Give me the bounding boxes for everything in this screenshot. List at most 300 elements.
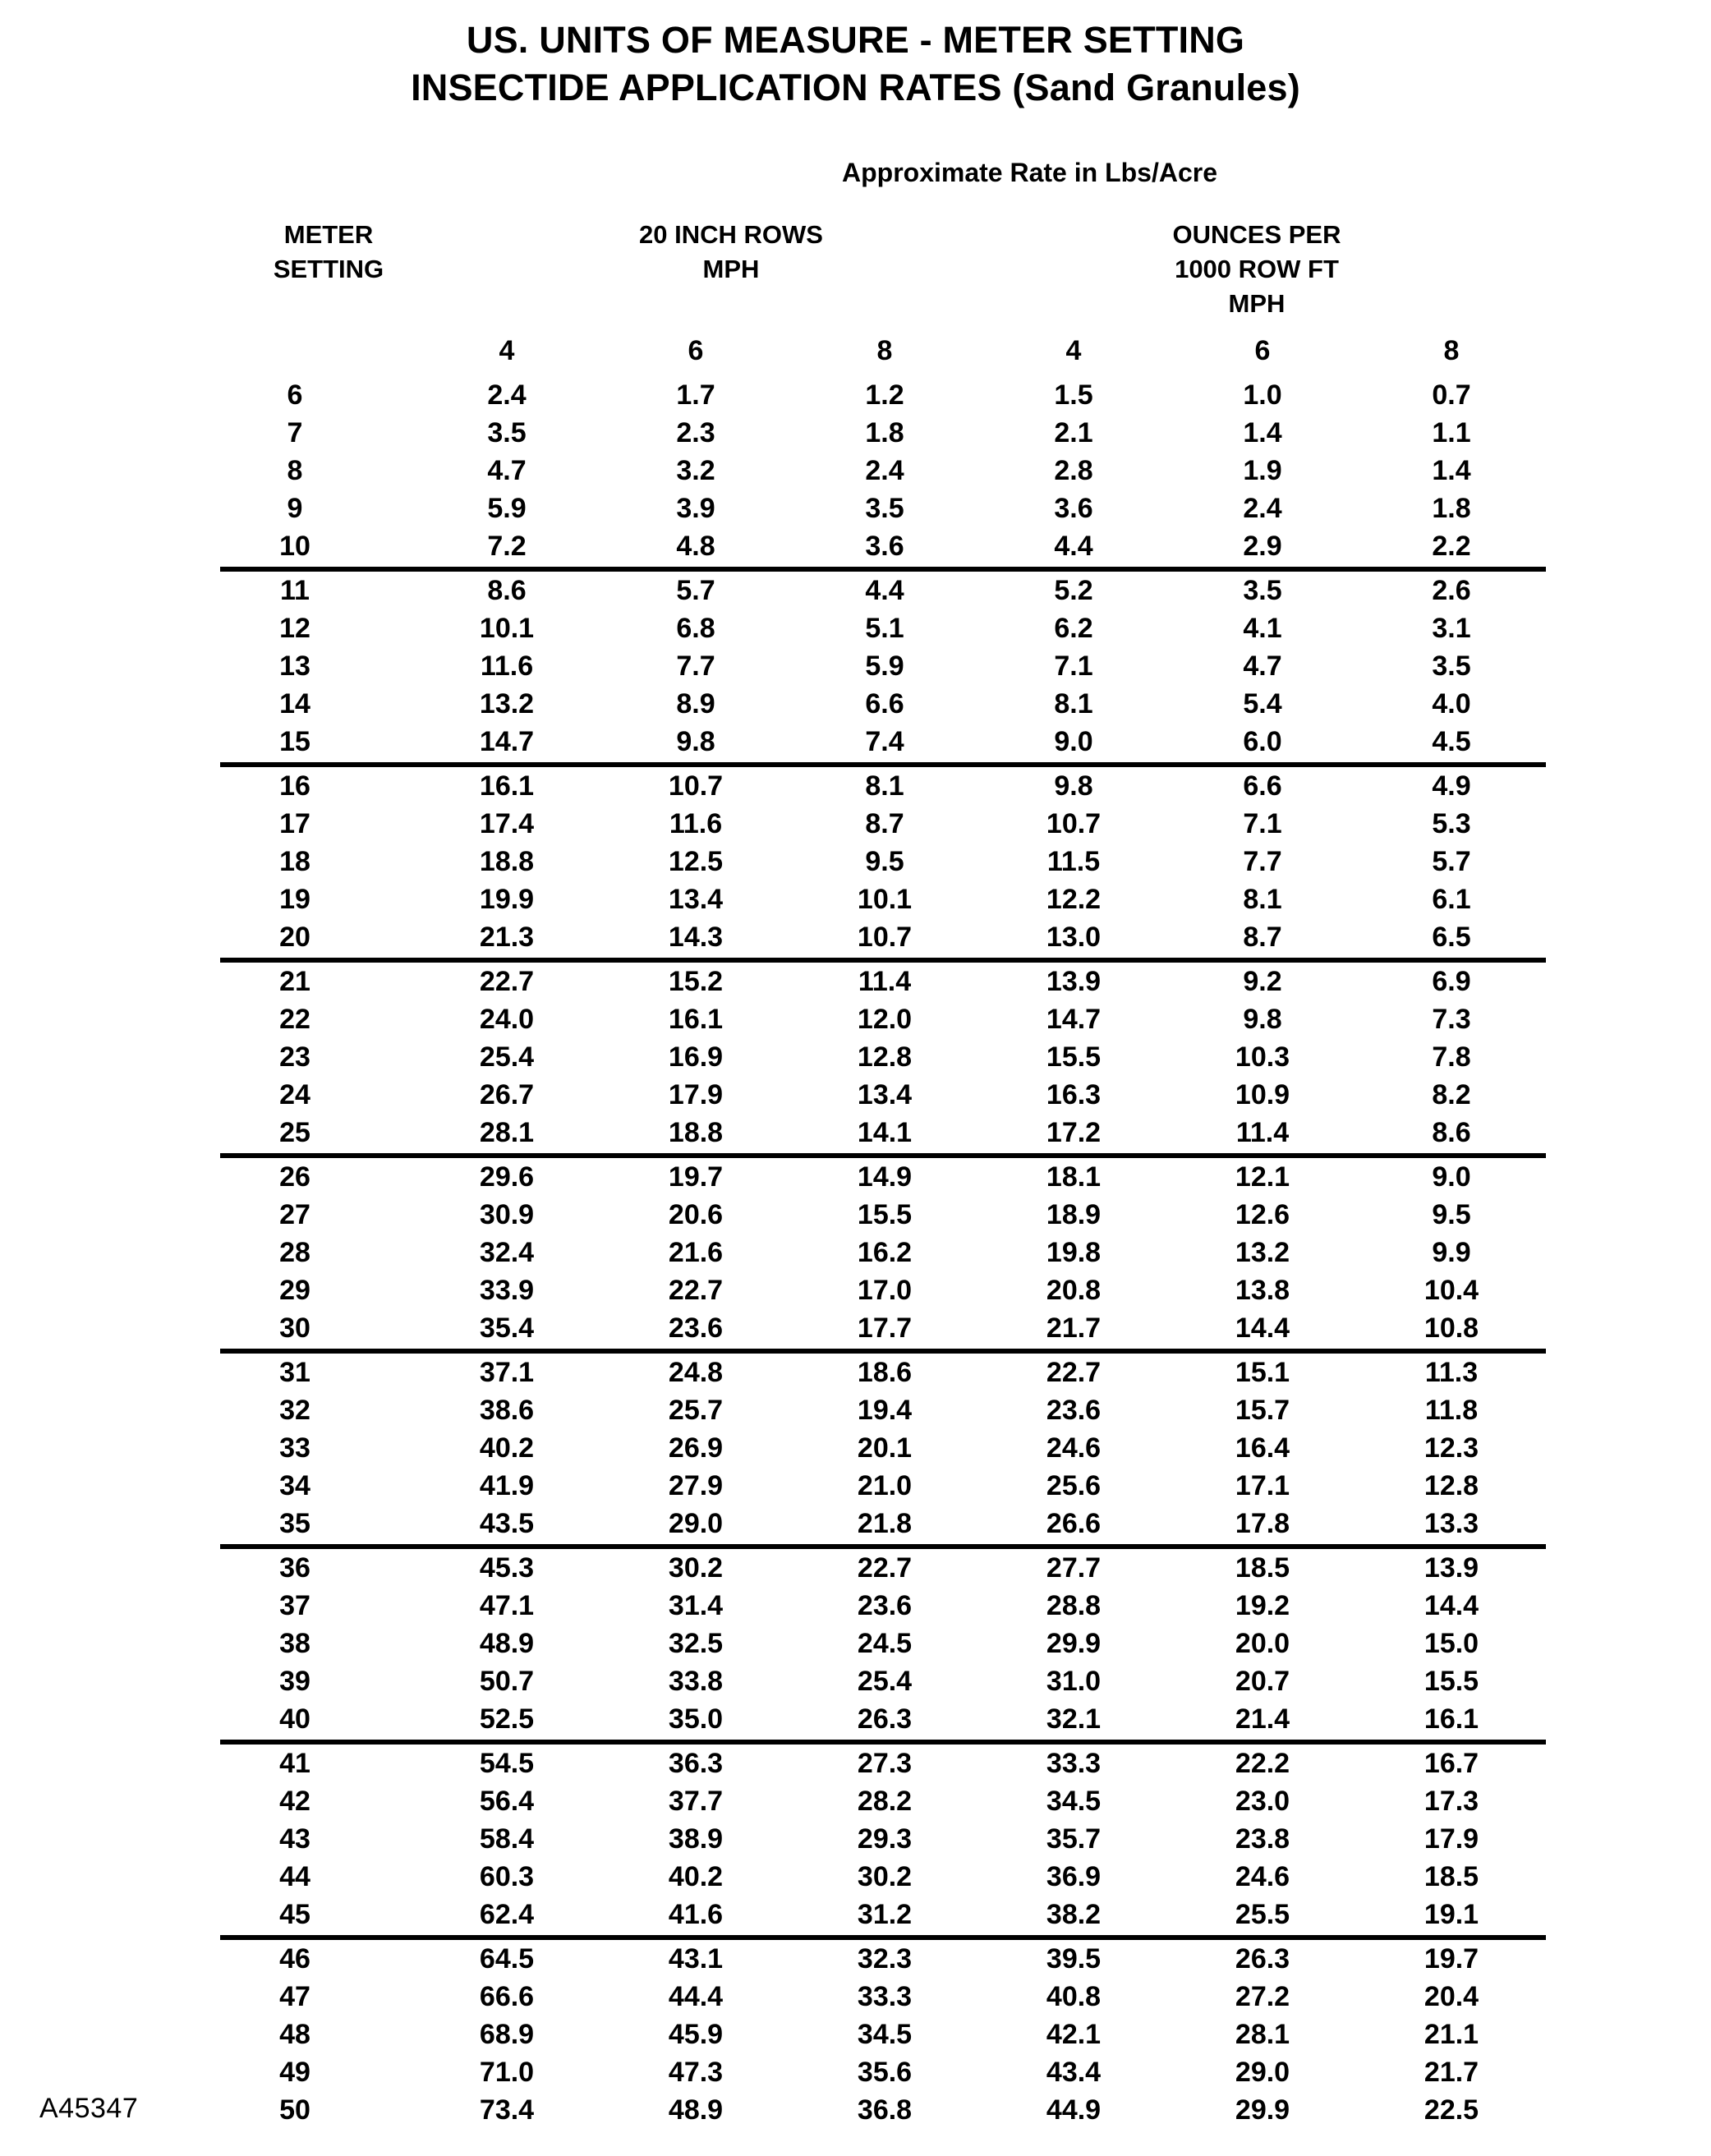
- rate-cell: 7.8: [1432, 1041, 1471, 1073]
- rate-cell: 17.9: [1424, 1823, 1479, 1855]
- rate-cell: 60.3: [479, 1861, 535, 1892]
- table-row: [220, 1938, 1546, 1978]
- rate-cell: 33.8: [668, 1666, 724, 1697]
- meter-setting-cell: 8: [287, 455, 303, 486]
- rate-cell: 40.8: [1046, 1981, 1102, 2012]
- rate-cell: 5.2: [1054, 575, 1093, 606]
- rate-cell: 28.1: [412, 1114, 601, 1156]
- rate-cell: 14.7: [412, 723, 601, 765]
- rate-cell: 48.9: [479, 1628, 535, 1659]
- rate-cell: 5.3: [1432, 808, 1471, 839]
- meter-setting-cell: 44: [279, 1861, 310, 1892]
- rate-cell: 3.6: [1054, 493, 1093, 524]
- rate-cell: 2.8: [1054, 455, 1093, 486]
- meter-setting-cell: 24: [279, 1079, 310, 1110]
- meter-setting-cell: 19: [279, 884, 310, 915]
- rate-cell: 20.7: [1235, 1666, 1290, 1697]
- meter-setting-cell: 34: [279, 1470, 310, 1501]
- rate-cell: 35.6: [857, 2057, 913, 2088]
- meter-setting-cell: 10: [220, 527, 412, 569]
- table-row: [220, 376, 1546, 414]
- rate-cell: 16.3: [1046, 1079, 1102, 1110]
- rate-cell: 38.9: [668, 1823, 724, 1855]
- rate-cell: 21.1: [1424, 2019, 1479, 2050]
- meter-setting-cell: 13: [279, 650, 310, 682]
- rate-cell: 32.1: [979, 1700, 1168, 1742]
- table-row: [220, 1662, 1546, 1700]
- rate-cell: 38.2: [979, 1896, 1168, 1938]
- rate-cell: 4.1: [1243, 613, 1282, 644]
- rate-cell: 22.5: [1424, 2094, 1479, 2126]
- rate-cell: 16.1: [1357, 1700, 1546, 1742]
- rate-cell: 29.3: [857, 1823, 913, 1855]
- rate-cell: 12.3: [1424, 1432, 1479, 1464]
- rate-cell: 20.0: [1235, 1628, 1290, 1659]
- rate-cell: 7.4: [790, 723, 979, 765]
- rate-cell: 26.3: [790, 1700, 979, 1742]
- rate-cell: 12.6: [1235, 1199, 1290, 1230]
- rate-cell: 9.0: [1432, 1161, 1471, 1193]
- rate-cell: 2.2: [1357, 527, 1546, 569]
- rate-cell: 19.7: [1424, 1943, 1479, 1974]
- rate-cell: 6.8: [676, 613, 715, 644]
- table-row: [220, 918, 1546, 960]
- rate-cell: 43.4: [1046, 2057, 1102, 2088]
- header-group-right-line-2: 1000 ROW FT: [1175, 255, 1339, 283]
- rate-cell: 18.1: [1046, 1161, 1102, 1193]
- rate-cell: 19.1: [1357, 1896, 1546, 1938]
- rate-cell: 16.1: [479, 770, 535, 802]
- meter-setting-cell: 22: [279, 1004, 310, 1035]
- meter-setting-cell: 21: [279, 966, 310, 997]
- rate-cell: 73.4: [479, 2094, 535, 2126]
- rate-cell: 18.6: [857, 1357, 913, 1388]
- rate-cell: 9.9: [1432, 1237, 1471, 1268]
- rate-cell: 10.1: [857, 884, 913, 915]
- rate-cell: 22.7: [1046, 1357, 1102, 1388]
- rate-cell: 29.0: [601, 1505, 790, 1547]
- rate-cell: 18.8: [601, 1114, 790, 1156]
- rate-cell: 6.0: [1168, 723, 1357, 765]
- rate-cell: 27.9: [668, 1470, 724, 1501]
- rate-cell: 36.9: [1046, 1861, 1102, 1892]
- rate-cell: 11.3: [1424, 1357, 1479, 1388]
- table-row: [220, 1700, 1546, 1742]
- rate-cell: 23.6: [601, 1309, 790, 1351]
- rate-cell: 17.3: [1424, 1786, 1479, 1817]
- rate-cell: 1.0: [1243, 379, 1282, 411]
- rate-cell: 16.7: [1424, 1748, 1479, 1779]
- rate-cell: 31.0: [1046, 1666, 1102, 1697]
- rate-cell: 29.6: [479, 1161, 535, 1193]
- rate-cell: 23.6: [1046, 1395, 1102, 1426]
- rate-cell: 2.1: [1054, 417, 1093, 448]
- table-row: [220, 569, 1546, 609]
- rate-cell: 45.9: [668, 2019, 724, 2050]
- rate-cell: 30.2: [668, 1552, 724, 1584]
- rate-cell: 43.5: [412, 1505, 601, 1547]
- rate-cell: 8.6: [487, 575, 527, 606]
- table-row: [220, 685, 1546, 723]
- rate-cell: 58.4: [479, 1823, 535, 1855]
- meter-setting-cell: 40: [220, 1700, 412, 1742]
- header-group-left-line-2: MPH: [702, 255, 760, 283]
- table-row: [220, 1978, 1546, 2016]
- column-header-speed-3: 4: [1065, 335, 1082, 366]
- rate-cell: 32.5: [668, 1628, 724, 1659]
- rate-cell: 34.5: [1046, 1786, 1102, 1817]
- header-group-right-line-3: MPH: [1228, 289, 1286, 318]
- rate-cell: 25.6: [1046, 1470, 1102, 1501]
- rate-cell: 42.1: [1046, 2019, 1102, 2050]
- rate-cell: 17.8: [1168, 1505, 1357, 1547]
- rate-cell: 16.9: [668, 1041, 724, 1073]
- rate-cell: 18.8: [479, 846, 535, 877]
- rate-cell: 10.7: [668, 770, 724, 802]
- meter-setting-cell: 43: [279, 1823, 310, 1855]
- meter-setting-cell: 16: [279, 770, 310, 802]
- rate-cell: 30.9: [479, 1199, 535, 1230]
- table-row: [220, 1391, 1546, 1429]
- rate-cell: 1.4: [1243, 417, 1282, 448]
- rate-cell: 3.2: [676, 455, 715, 486]
- table-row: [220, 647, 1546, 685]
- meter-setting-cell: 18: [279, 846, 310, 877]
- table-row: [220, 2091, 1546, 2129]
- table-row: [220, 765, 1546, 805]
- rate-cell: 64.5: [479, 1943, 535, 1974]
- meter-setting-cell: 30: [220, 1309, 412, 1351]
- rate-cell: 3.5: [865, 493, 904, 524]
- rate-cell: 50.7: [479, 1666, 535, 1697]
- rate-cell: 37.7: [668, 1786, 724, 1817]
- rate-cell: 9.8: [1243, 1004, 1282, 1035]
- rate-cell: 10.9: [1235, 1079, 1290, 1110]
- rate-cell: 8.2: [1432, 1079, 1471, 1110]
- rate-cell: 8.9: [676, 688, 715, 719]
- rate-cell: 30.2: [857, 1861, 913, 1892]
- rate-cell: 5.4: [1243, 688, 1282, 719]
- meter-setting-cell: 23: [279, 1041, 310, 1073]
- rate-cell: 13.2: [479, 688, 535, 719]
- rate-cell: 12.0: [857, 1004, 913, 1035]
- rate-cell: 11.6: [480, 650, 534, 682]
- column-header-speed-0: 4: [499, 335, 515, 366]
- rate-cell: 11.6: [669, 808, 723, 839]
- title-line-2: INSECTIDE APPLICATION RATES (Sand Granules): [411, 67, 1300, 108]
- rate-cell: 15.0: [1424, 1628, 1479, 1659]
- rate-cell: 15.5: [1424, 1666, 1479, 1697]
- rate-cell: 1.4: [1432, 455, 1471, 486]
- rate-cell: 15.1: [1235, 1357, 1290, 1388]
- rate-cell: 45.3: [479, 1552, 535, 1584]
- rate-cell: 37.1: [479, 1357, 535, 1388]
- header-meter-line-1: METER: [283, 220, 374, 249]
- rate-cell: 18.5: [1235, 1552, 1290, 1584]
- header-meter-line-2: SETTING: [273, 255, 384, 283]
- table-row: [220, 1820, 1546, 1858]
- meter-setting-cell: 7: [287, 417, 303, 448]
- rate-cell: 19.7: [668, 1161, 724, 1193]
- rate-cell: 14.3: [601, 918, 790, 960]
- rate-cell: 27.2: [1235, 1981, 1290, 2012]
- rate-cell: 22.7: [668, 1275, 724, 1306]
- rate-cell: 20.4: [1424, 1981, 1479, 2012]
- rate-cell: 17.9: [668, 1079, 724, 1110]
- rate-cell: 13.4: [857, 1079, 913, 1110]
- rate-cell: 14.9: [857, 1161, 913, 1193]
- rate-cell: 8.1: [865, 770, 904, 802]
- rate-cell: 24.6: [1046, 1432, 1102, 1464]
- rate-cell: 12.5: [668, 846, 724, 877]
- rate-cell: 8.7: [865, 808, 904, 839]
- rate-cell: 15.7: [1235, 1395, 1290, 1426]
- table-row: [220, 2053, 1546, 2091]
- rate-cell: 3.5: [1432, 650, 1471, 682]
- rate-cell: 2.4: [487, 379, 527, 411]
- rate-cell: 13.2: [1235, 1237, 1290, 1268]
- rate-cell: 33.3: [857, 1981, 913, 2012]
- rate-cell: 35.0: [601, 1700, 790, 1742]
- rate-cell: 2.4: [865, 455, 904, 486]
- rate-cell: 3.9: [676, 493, 715, 524]
- rate-cell: 71.0: [479, 2057, 535, 2088]
- rate-cell: 28.2: [857, 1786, 913, 1817]
- rate-cell: 24.6: [1235, 1861, 1290, 1892]
- rate-cell: 18.9: [1046, 1199, 1102, 1230]
- rate-cell: 23.0: [1235, 1786, 1290, 1817]
- column-header-speed-2: 8: [876, 335, 893, 366]
- rate-cell: 29.9: [1046, 1628, 1102, 1659]
- table-row: [220, 1309, 1546, 1351]
- rate-cell: 25.7: [668, 1395, 724, 1426]
- rate-cell: 29.9: [1235, 2094, 1290, 2126]
- table-row: [220, 1587, 1546, 1625]
- rate-cell: 22.2: [1235, 1748, 1290, 1779]
- rate-cell: 14.4: [1168, 1309, 1357, 1351]
- rate-cell: 17.0: [857, 1275, 913, 1306]
- column-header-setting: [220, 329, 412, 376]
- table-row: [220, 805, 1546, 843]
- rate-cell: 21.7: [979, 1309, 1168, 1351]
- rate-cell: 11.4: [858, 966, 912, 997]
- rate-cell: 4.4: [979, 527, 1168, 569]
- rate-cell: 44.4: [668, 1981, 724, 2012]
- rate-cell: 8.1: [1054, 688, 1093, 719]
- meter-setting-cell: 50: [279, 2094, 310, 2126]
- rate-cell: 36.8: [857, 2094, 913, 2126]
- rate-cell: 16.4: [1235, 1432, 1290, 1464]
- rate-cell: 66.6: [479, 1981, 535, 2012]
- meter-setting-cell: 12: [279, 613, 310, 644]
- meter-setting-cell: 26: [279, 1161, 310, 1193]
- rate-cell: 20.8: [1046, 1275, 1102, 1306]
- rate-cell: 10.7: [790, 918, 979, 960]
- rate-cell: 0.7: [1432, 379, 1471, 411]
- meter-setting-cell: 28: [279, 1237, 310, 1268]
- rate-cell: 13.9: [1424, 1552, 1479, 1584]
- rate-cell: 31.4: [668, 1590, 724, 1621]
- rate-cell: 40.2: [668, 1861, 724, 1892]
- table-row: [220, 1076, 1546, 1114]
- table-body: [220, 376, 1546, 2129]
- rate-cell: 20.1: [857, 1432, 913, 1464]
- meter-setting-cell: 47: [279, 1981, 310, 2012]
- rate-cell: 35.4: [412, 1309, 601, 1351]
- rate-cell: 26.6: [979, 1505, 1168, 1547]
- table-row: [220, 414, 1546, 452]
- meter-setting-cell: 15: [220, 723, 412, 765]
- rate-cell: 17.1: [1235, 1470, 1290, 1501]
- table-row: [220, 1429, 1546, 1467]
- rate-cell: 24.8: [668, 1357, 724, 1388]
- rate-cell: 62.4: [412, 1896, 601, 1938]
- table-row: [220, 880, 1546, 918]
- meter-setting-cell: 37: [279, 1590, 310, 1621]
- rate-cell: 1.9: [1243, 455, 1282, 486]
- rate-cell: 43.1: [668, 1943, 724, 1974]
- table-row: [220, 527, 1546, 569]
- rate-cell: 11.5: [1046, 846, 1101, 877]
- rate-cell: 1.7: [676, 379, 715, 411]
- rate-cell: 26.3: [1235, 1943, 1290, 1974]
- table-row: [220, 1114, 1546, 1156]
- rate-cell: 16.2: [857, 1237, 913, 1268]
- rate-cell: 14.7: [1046, 1004, 1102, 1035]
- subtitle: [0, 156, 1711, 189]
- title-line-1: US. UNITS OF MEASURE - METER SETTING: [466, 19, 1245, 61]
- rate-cell: 6.6: [865, 688, 904, 719]
- rate-cell: 47.1: [479, 1590, 535, 1621]
- rate-cell: 36.3: [668, 1748, 724, 1779]
- rate-cell: 44.9: [1046, 2094, 1102, 2126]
- rate-cell: 8.7: [1168, 918, 1357, 960]
- meter-setting-cell: 38: [279, 1628, 310, 1659]
- meter-setting-cell: 31: [279, 1357, 310, 1388]
- table-row: [220, 1896, 1546, 1938]
- rate-cell: 32.4: [479, 1237, 535, 1268]
- rate-cell: 16.1: [668, 1004, 724, 1035]
- rate-cell: 8.6: [1357, 1114, 1546, 1156]
- meter-setting-cell: 6: [287, 379, 303, 411]
- rate-cell: 6.5: [1357, 918, 1546, 960]
- rate-cell: 6.2: [1054, 613, 1093, 644]
- rate-cell: 13.4: [668, 884, 724, 915]
- document-code: A45347: [39, 2093, 139, 2124]
- rate-cell: 3.1: [1432, 613, 1471, 644]
- meter-setting-cell: 39: [279, 1666, 310, 1697]
- table-row: [220, 1858, 1546, 1896]
- rate-cell: 12.8: [1424, 1470, 1479, 1501]
- rate-cell: 25.5: [1168, 1896, 1357, 1938]
- rate-cell: 19.8: [1046, 1237, 1102, 1268]
- rate-cell: 4.8: [601, 527, 790, 569]
- rate-cell: 23.6: [857, 1590, 913, 1621]
- table-row: [220, 843, 1546, 880]
- rate-cell: 21.7: [1424, 2057, 1479, 2088]
- rate-cell: 52.5: [412, 1700, 601, 1742]
- table-row: [220, 1196, 1546, 1234]
- rate-cell: 33.3: [1046, 1748, 1102, 1779]
- rate-cell: 20.6: [668, 1199, 724, 1230]
- rate-cell: 9.2: [1243, 966, 1282, 997]
- table-row: [220, 1351, 1546, 1391]
- rate-cell: 21.3: [412, 918, 601, 960]
- rate-cell: 4.9: [1432, 770, 1471, 802]
- rate-cell: 10.1: [479, 613, 535, 644]
- rate-cell: 15.2: [668, 966, 724, 997]
- header-group-ounces-per-1000-row-ft: [1084, 218, 1429, 321]
- table-row: [220, 1000, 1546, 1038]
- rate-cell: 12.8: [857, 1041, 913, 1073]
- rate-cell: 26.7: [479, 1079, 535, 1110]
- table-row: [220, 1156, 1546, 1196]
- rate-cell: 17.2: [979, 1114, 1168, 1156]
- header-meter-setting: [209, 218, 448, 287]
- meter-setting-cell: 35: [220, 1505, 412, 1547]
- rate-cell: 5.1: [865, 613, 904, 644]
- rate-table-wrapper: [220, 329, 1546, 2129]
- rate-cell: 1.5: [1054, 379, 1093, 411]
- table-row: [220, 960, 1546, 1000]
- rate-cell: 33.9: [479, 1275, 535, 1306]
- rate-cell: 23.8: [1235, 1823, 1290, 1855]
- rate-cell: 13.8: [1235, 1275, 1290, 1306]
- rate-cell: 3.6: [790, 527, 979, 569]
- table-head: [220, 329, 1546, 376]
- rate-cell: 9.5: [1432, 1199, 1471, 1230]
- rate-cell: 27.3: [857, 1748, 913, 1779]
- rate-cell: 2.6: [1432, 575, 1471, 606]
- rate-cell: 2.4: [1243, 493, 1282, 524]
- rate-cell: 5.7: [1432, 846, 1471, 877]
- rate-cell: 19.4: [857, 1395, 913, 1426]
- header-group-20-inch-rows: [559, 218, 904, 287]
- rate-cell: 56.4: [479, 1786, 535, 1817]
- rate-cell: 1.8: [1432, 493, 1471, 524]
- meter-setting-cell: 29: [279, 1275, 310, 1306]
- rate-cell: 10.8: [1357, 1309, 1546, 1351]
- rate-cell: 4.7: [487, 455, 527, 486]
- rate-cell: 21.4: [1168, 1700, 1357, 1742]
- rate-cell: 41.9: [479, 1470, 535, 1501]
- rate-cell: 22.7: [479, 966, 535, 997]
- column-header-speed-5: 8: [1443, 335, 1460, 366]
- rate-cell: 10.4: [1424, 1275, 1479, 1306]
- rate-cell: 34.5: [857, 2019, 913, 2050]
- rate-cell: 9.8: [601, 723, 790, 765]
- meter-setting-cell: 32: [279, 1395, 310, 1426]
- rate-cell: 14.4: [1424, 1590, 1479, 1621]
- rate-cell: 47.3: [668, 2057, 724, 2088]
- rate-cell: 54.5: [479, 1748, 535, 1779]
- rate-cell: 19.2: [1235, 1590, 1290, 1621]
- meter-setting-cell: 41: [279, 1748, 310, 1779]
- rate-cell: 7.7: [676, 650, 715, 682]
- rate-cell: 10.3: [1235, 1041, 1290, 1073]
- meter-setting-cell: 46: [279, 1943, 310, 1974]
- rate-cell: 9.5: [865, 846, 904, 877]
- meter-setting-cell: 17: [279, 808, 310, 839]
- rate-cell: 26.9: [668, 1432, 724, 1464]
- rate-cell: 28.8: [1046, 1590, 1102, 1621]
- rate-cell: 7.1: [1243, 808, 1282, 839]
- rate-cell: 1.8: [865, 417, 904, 448]
- table-row: [220, 723, 1546, 765]
- table-row: [220, 452, 1546, 490]
- rate-cell: 7.2: [412, 527, 601, 569]
- rate-cell: 28.1: [1235, 2019, 1290, 2050]
